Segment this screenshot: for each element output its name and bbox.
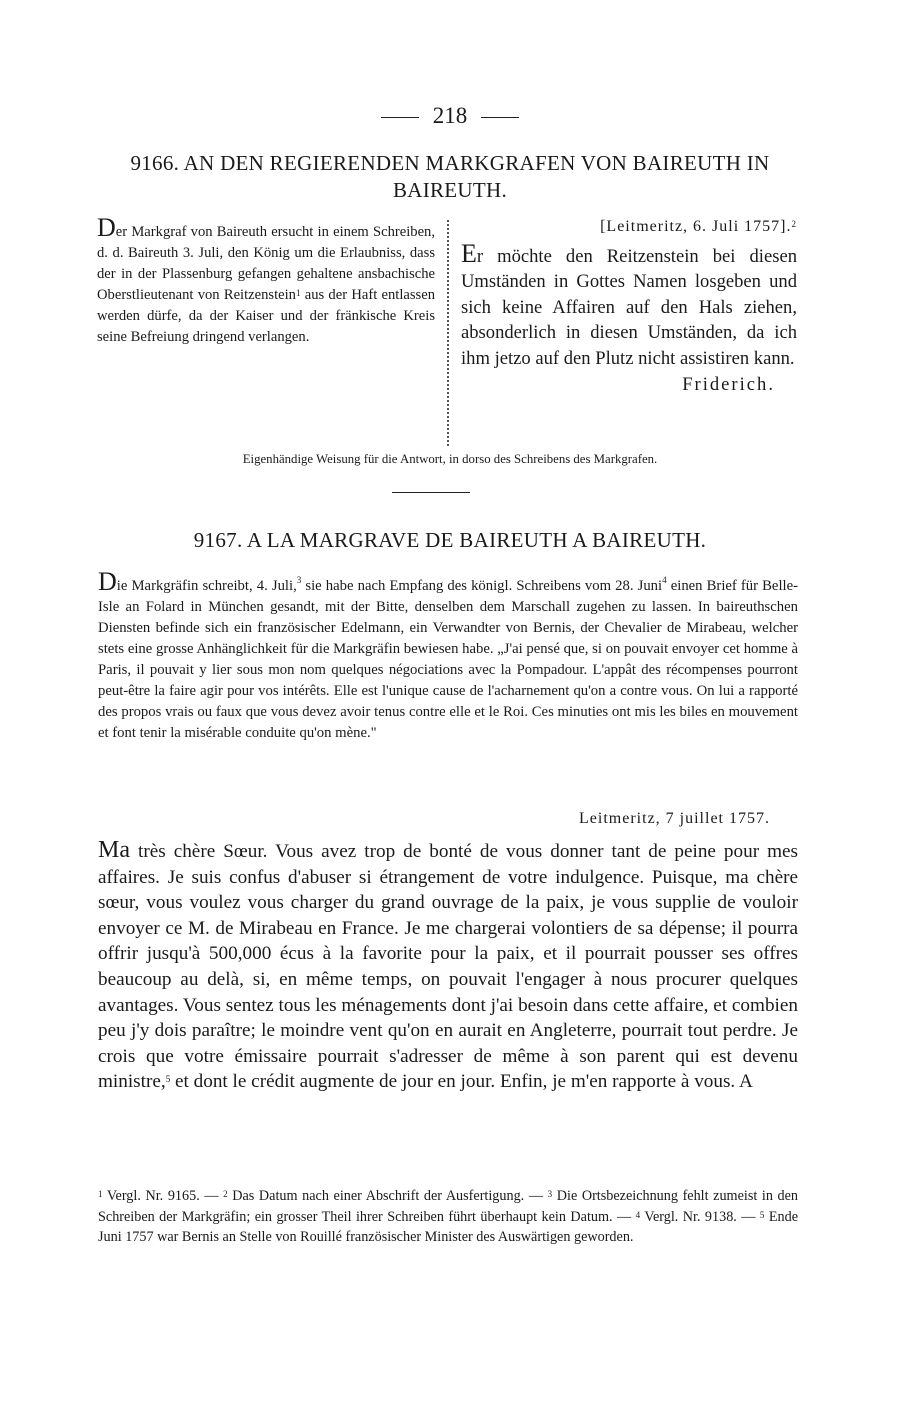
- footnotes: [98, 1186, 798, 1248]
- royal-order-text: [461, 238, 797, 372]
- page-number: 218: [432, 103, 468, 128]
- footnote-block: [98, 1186, 798, 1248]
- page-number-dash-right: [481, 117, 519, 118]
- footnote-ref-5: 5: [165, 1074, 171, 1085]
- section-9166-note: Eigenhändige Weisung für die Antwort, in dorso des Schreibens des Markgrafen.: [242, 452, 658, 466]
- footnote-2-mark: 2: [223, 1189, 228, 1199]
- footnote-ref-3: 3: [296, 575, 302, 585]
- summary-part-c: einen Brief für Belle-Isle an Folard in München gesandt, mit der Bitte, denselben dem Marschall zugehen zu lassen. In baireuthschen Diensten befinde sich ein französischer Edelmann, ein Verwandter von Bernis, der Chevalier de Mirabeau, welcher stets eine grosse Anhänglichkeit für die Markgräfin bewiesen habe. „J'ai pensé que, si on pouvait envoyer cet homme à Paris, il pouvait y lier sous mon nom quelques négociations avec la Pompadour. L'appât des récompenses pourront peut-être la faire agir pour vos intérêts. Elle est l'unique cause de l'acharnement qu'on a contre vous. On lui a rapporté des propos vrais ou faux que vous devez avoir tenus contre elle et le Roi. Ces minuties ont mis les biles en mouvement et font tenir la misérable conduite qu'on mène.": [98, 578, 799, 741]
- footnote-3-mark: 3: [547, 1189, 553, 1199]
- signature: Friderich.: [682, 373, 775, 395]
- section-9166-heading: 9166. AN DEN REGIERENDEN MARKGRAFEN VON BAIREUTH IN BAIREUTH.: [130, 151, 770, 202]
- footnote-4: Vergl. Nr. 9138. —: [644, 1208, 756, 1225]
- section-9167-date: Leitmeritz, 7 juillet 1757.: [579, 810, 770, 827]
- summary-text-tail: aus der Haft entlassen werden dürfe, da der Kaiser und der fränkische Kreis seine Befreiung dringend verlangen.: [97, 287, 435, 345]
- section-9167-letter: [98, 838, 798, 1095]
- footnote-1-mark: 1: [98, 1189, 103, 1199]
- summary-part-a: ie Markgräfin schreibt, 4. Juli,: [116, 578, 297, 594]
- letter-part-b: et dont le crédit augmente de jour en jour. Enfin, je m'en rapporte à vous. A: [174, 1071, 753, 1093]
- footnote-1: Vergl. Nr. 9165. —: [106, 1188, 219, 1204]
- footnote-5: Ende Juni 1757 war Bernis an Stelle von Rouillé französischer Minister des Auswärtigen geworden.: [98, 1208, 799, 1245]
- footnote-ref-1: 1: [295, 288, 301, 298]
- footnote-5-mark: 5: [759, 1209, 765, 1220]
- text-body: r möchte den Reitzenstein bei diesen Umständen in Gottes Namen losgeben und sich keine Affairen auf den Hals ziehen, absonderlich in diesen Umständen, da ich ihm jetzo auf den Plutz nicht assistiren kann.: [461, 245, 797, 369]
- summary-text: er Markgraf von Baireuth ersucht in einem Schreiben, d. d. Baireuth 3. Juli, den König um die Erlaubniss, dass der in der Plassenburg gefangen gehaltene ansbachische Oberstlieutenant von Reitzenstein: [97, 224, 435, 303]
- section-9167-summary: [98, 567, 799, 744]
- letter-part-a: très chère Sœur. Vous avez trop de bonté de vous donner tant de peine pour mes affaires. Je suis confus d'abuser si étrangement de votre indulgence. Puisque, ma chère sœur, vous voulez vous charger du grand ouvrage de la paix, je vous supplie de vouloir envoyer ce M. de Mirabeau en France. Je me chargerai volontiers de sa dépense; il pourra offrir jusqu'à 500,000 écus à la favorite pour la paix, et il pourrait pousser ses offres beaucoup au delà, si, en même temps, on pouvait l'engager à nous procurer quelques avantages. Vous sentez tous les ménagements dont j'ai besoin dans cette affaire, et combien peu j'y dois paraître; le moindre vent qu'on en aurait en Angleterre, pourrait tout perdre. Je crois que votre émissaire pourrait s'adresser de même à son parent qui est devenu ministre,: [98, 841, 798, 1093]
- column-divider: [447, 220, 449, 446]
- page-number-line: [0, 103, 900, 129]
- footnote-ref-4: 4: [662, 575, 667, 585]
- section-divider: [392, 492, 470, 493]
- footnote-2: Das Datum nach einer Abschrift der Ausfertigung. —: [232, 1188, 544, 1204]
- page-number-dash-left: [381, 117, 419, 118]
- summary-part-b: sie habe nach Empfang des königl. Schreibens vom 28. Juni: [305, 578, 663, 594]
- section-9167-heading: 9167. A LA MARGRAVE DE BAIREUTH A BAIREUTH.: [193, 528, 707, 552]
- section-9166-summary: [97, 213, 435, 348]
- date-text: [Leitmeritz, 6. Juli 1757].: [600, 218, 792, 235]
- section-9166-date: [461, 214, 797, 240]
- section-9166-text: [461, 214, 797, 397]
- text-initial: E: [461, 238, 477, 268]
- footnote-4-mark: 4: [635, 1209, 641, 1220]
- summary-initial: D: [98, 567, 117, 596]
- footnote-ref-2: 2: [791, 219, 797, 229]
- letter-initial: Ma: [98, 837, 130, 863]
- summary-initial: D: [97, 213, 116, 242]
- footnote-3: Die Ortsbezeichnung fehlt zumeist in den Schreiben der Markgräfin; ein grosser Theil ihrer Schreiben führt überhaupt kein Datum. —: [98, 1188, 799, 1225]
